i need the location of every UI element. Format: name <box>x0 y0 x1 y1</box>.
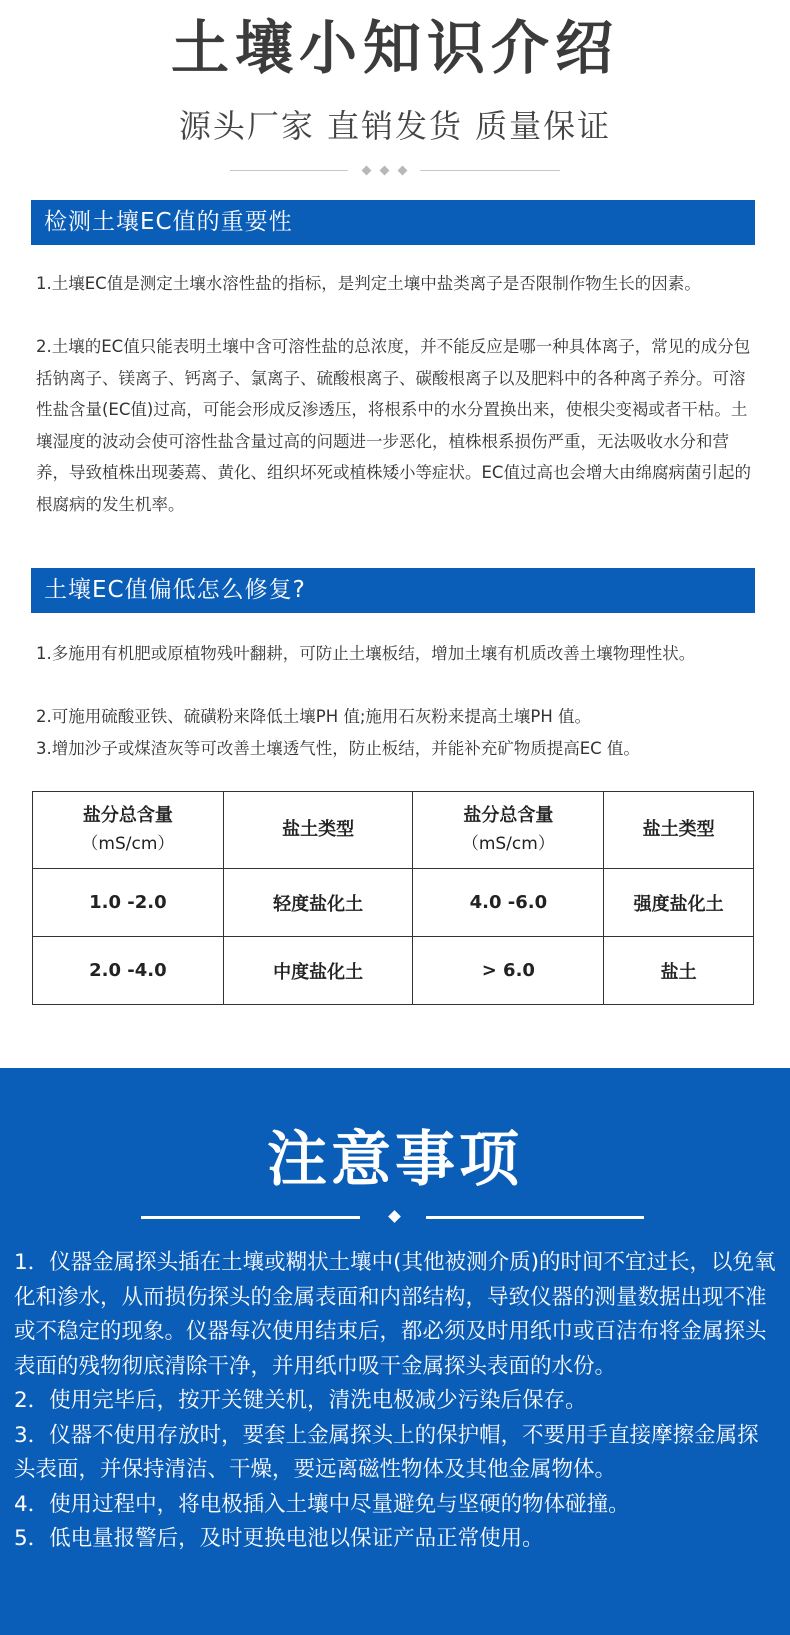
section-heading-ec-importance: 检测土壤EC值的重要性 <box>31 200 755 245</box>
section-heading-ec-repair: 土壤EC值偏低怎么修复? <box>31 568 755 613</box>
divider-diamond-icon <box>380 166 390 176</box>
table-header-cell <box>33 792 224 869</box>
table-cell: 4.0 -6.0 <box>413 869 604 937</box>
notes-item: 5．低电量报警后，及时更换电池以保证产品正常使用。 <box>14 1526 544 1551</box>
table-cell: 中度盐化土 <box>223 937 413 1005</box>
header-unit: （mS/cm） <box>81 834 175 854</box>
table-row <box>33 869 754 937</box>
header-line: 盐分总含量 <box>463 805 554 826</box>
ec-repair-paragraph-2: 2.可施用硫酸亚铁、硫磺粉来降低土壤PH 值;施用石灰粉来提高土壤PH 值。 <box>36 707 592 726</box>
table-row <box>33 937 754 1005</box>
ec-repair-paragraph-1: 1.多施用有机肥或原植物残叶翻耕，可防止土壤板结，增加土壤有机质改善土壤物理性状。 <box>36 644 696 663</box>
ec-repair-paragraph-3: 3.增加沙子或煤渣灰等可改善土壤透气性，防止板结，并能补充矿物质提高EC 值。 <box>36 739 640 758</box>
title-divider <box>230 165 560 177</box>
notes-item: 2．使用完毕后，按开关键关机，清洗电极减少污染后保存。 <box>14 1388 587 1413</box>
notes-item: 1．仪器金属探头插在土壤或糊状土壤中(其他被测介质)的时间不宜过长，以免氧化和渗水，从而损伤探头的金属表面和内部结构，导致仪器的测量数据出现不准或不稳定的现象。仪器每次使用结束后，都必须及时用纸巾或百洁布将金属探头表面的残物彻底清除干净，并用纸巾吸干金属探头表面的水份。 <box>14 1250 776 1379</box>
table-cell: 2.0 -4.0 <box>33 937 224 1005</box>
ec-importance-paragraph-2: 2.土壤的EC值只能表明土壤中含可溶性盐的总浓度，并不能反应是哪一种具体离子，常见的成分包括钠离子、镁离子、钙离子、氯离子、硫酸根离子、碳酸根离子以及肥料中的各种离子养分。可溶性盐含量(EC值)过高，可能会形成反渗透压，将根系中的水分置换出来，使根尖变褐或者干枯。土壤湿度的波动会使可溶性盐含量过高的问题进一步恶化，植株根系损伤严重，无法吸收水分和营养，导致植株出现萎蔫、黄化、组织坏死或植株矮小等症状。EC值过高也会增大由绵腐病菌引起的根腐病的发生机率。 <box>36 337 751 514</box>
notes-item: 4．使用过程中，将电极插入土壤中尽量避免与坚硬的物体碰撞。 <box>14 1491 630 1517</box>
divider-diamond-icon <box>398 166 408 176</box>
header-unit: （mS/cm） <box>461 834 555 854</box>
page-subtitle: 源头厂家 直销发货 质量保证 <box>178 107 612 145</box>
header-line: 盐分总含量 <box>82 805 173 826</box>
table-cell: > 6.0 <box>413 937 604 1005</box>
table-cell: 强度盐化土 <box>604 869 754 937</box>
table-header-cell <box>413 792 604 869</box>
table-header-cell <box>223 792 413 869</box>
header-line: 盐土类型 <box>642 819 715 840</box>
notes-section <box>0 1068 790 1635</box>
table-cell: 盐土 <box>604 937 754 1005</box>
notes-diamond-icon <box>388 1210 401 1223</box>
table-cell: 1.0 -2.0 <box>33 869 224 937</box>
notes-list <box>14 1246 778 1557</box>
ec-importance-paragraph-1: 1.土壤EC值是测定土壤水溶性盐的指标，是判定土壤中盐类离子是否限制作物生长的因素。 <box>36 274 701 293</box>
divider-diamond-icon <box>362 166 372 176</box>
notes-divider-line <box>141 1216 360 1219</box>
page-title: 土壤小知识介绍 <box>170 14 619 82</box>
salt-classification-table <box>32 791 754 1005</box>
notes-item: 3．仪器不使用存放时，要套上金属探头上的保护帽，不要用手直接摩擦金属探头表面，并保持清洁、干燥，要远离磁性物体及其他金属物体。 <box>14 1422 759 1482</box>
table-cell: 轻度盐化土 <box>223 869 413 937</box>
header-line: 盐土类型 <box>282 819 355 840</box>
notes-divider-line <box>426 1216 644 1219</box>
table-header-cell <box>604 792 754 869</box>
table-header-row <box>33 792 754 869</box>
notes-title: 注意事项 <box>267 1125 523 1195</box>
